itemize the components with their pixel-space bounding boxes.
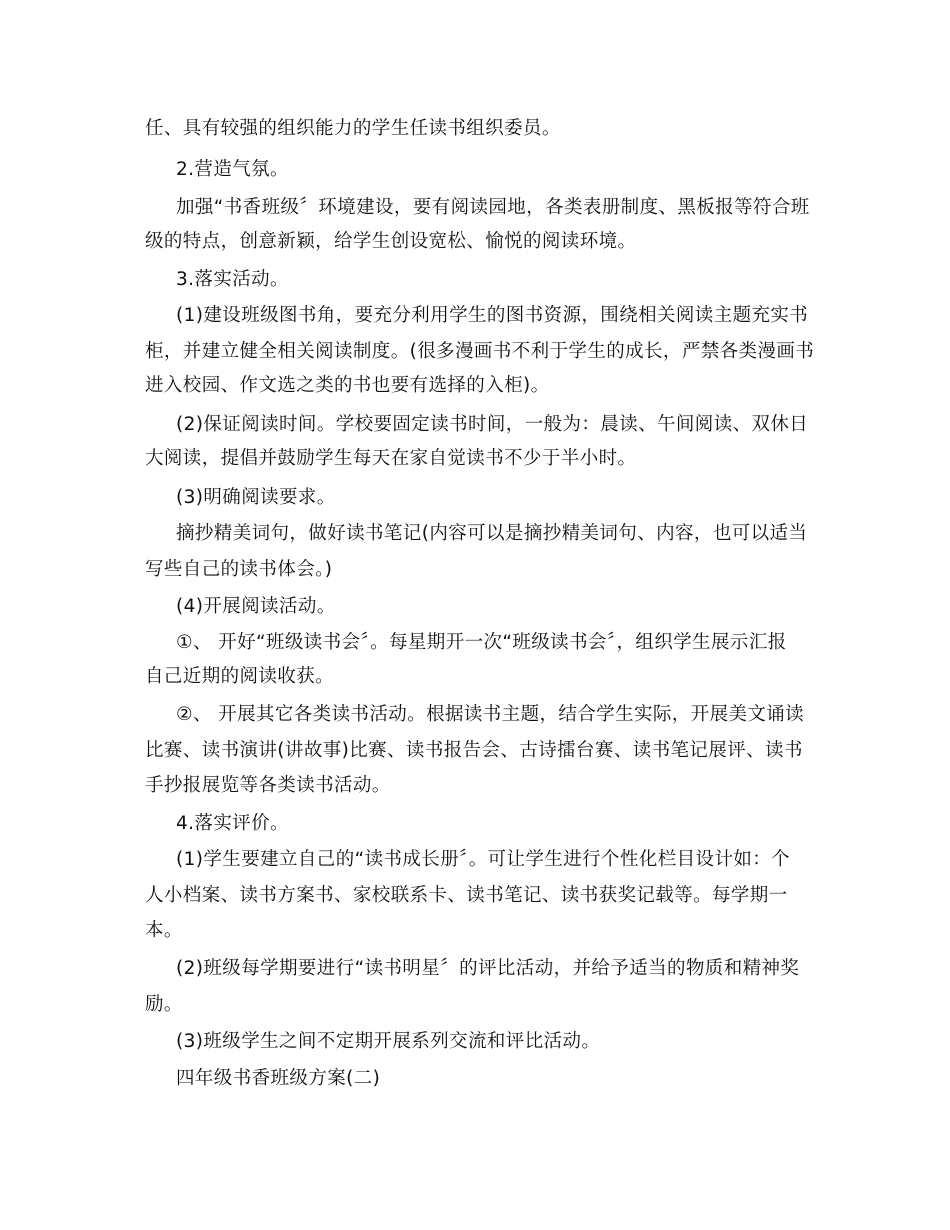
text-line: (2)保证阅读时间。学校要固定读书时间，一般为：晨读、午间阅读、双休日 [176, 414, 809, 435]
text-line: (1)学生要建立自己的“读书成长册〞。可让学生进行个性化栏目设计如：个 [176, 849, 791, 870]
text-line: (3)明确阅读要求。 [176, 487, 336, 508]
text-line: 任、具有较强的组织能力的学生任读书组织委员。 [145, 118, 561, 139]
text-line: 3.落实活动。 [176, 269, 289, 290]
text-line: 2.营造气氛。 [176, 159, 289, 180]
text-line: 摘抄精美词句，做好读书笔记(内容可以是摘抄精美词句、内容，也可以适当 [176, 523, 808, 544]
text-line: (1)建设班级图书角，要充分利用学生的图书资源，围绕相关阅读主题充实书 [176, 305, 809, 326]
text-line: ②、 开展其它各类读书活动。根据读书主题，结合学生实际，开展美文诵读 [176, 704, 805, 725]
text-line: 大阅读，提倡并鼓励学生每天在家自觉读书不少于半小时。 [145, 448, 637, 469]
text-line: 四年级书香班级方案(二) [176, 1068, 381, 1089]
text-line: 比赛、读书演讲(讲故事)比赛、读书报告会、古诗擂台赛、读书笔记展评、读书 [145, 740, 803, 761]
text-line: 人小档案、读书方案书、家校联系卡、读书笔记、读书获奖记载等。每学期一 [145, 885, 788, 906]
text-line: (3)班级学生之间不定期开展系列交流和评比活动。 [176, 1031, 601, 1052]
text-line: 手抄报展览等各类读书活动。 [145, 775, 391, 796]
text-line: 进入校园、作文选之类的书也要有选择的入柜)。 [145, 375, 550, 396]
text-line: (4)开展阅读活动。 [176, 596, 336, 617]
text-line: 级的特点，创意新颖，给学生创设宽松、愉悦的阅读环境。 [145, 231, 637, 252]
text-line: ①、 开好“班级读书会〞。每星期开一次“班级读书会〞，组织学生展示汇报 [176, 632, 787, 653]
text-line: 励。 [145, 994, 183, 1015]
text-line: 柜，并建立健全相关阅读制度。(很多漫画书不利于学生的成长，严禁各类漫画书 [145, 341, 815, 362]
text-line: 自己近期的阅读收获。 [145, 666, 335, 687]
text-line: 加强“书香班级〞环境建设，要有阅读园地，各类表册制度、黑板报等符合班 [176, 197, 810, 218]
text-line: (2)班级每学期要进行“读书明星〞的评比活动，并给予适当的物质和精神奖 [176, 958, 800, 979]
text-line: 写些自己的读书体会。) [145, 559, 333, 580]
text-line: 本。 [145, 920, 183, 941]
text-line: 4.落实评价。 [176, 813, 289, 834]
